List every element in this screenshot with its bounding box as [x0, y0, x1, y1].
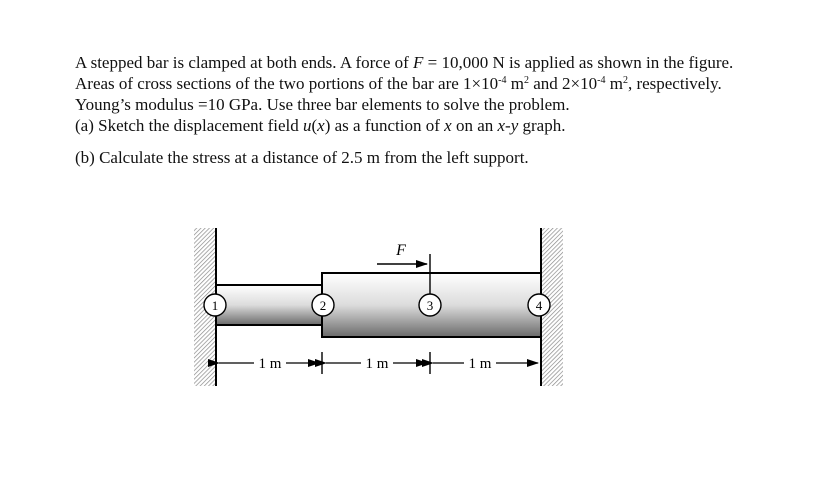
force-label: F: [396, 242, 406, 259]
node-label: 4: [535, 298, 543, 313]
part-a-text: (: [311, 116, 318, 135]
part-a-text: on an: [451, 116, 498, 135]
dimension-label: 1 m: [365, 356, 389, 372]
statement-part: m: [605, 74, 623, 93]
exponent: -4: [597, 75, 606, 86]
dimension-label: 1 m: [258, 356, 282, 372]
part-a-text: ) as a function of: [324, 116, 445, 135]
node-1: [204, 294, 226, 316]
part-a-text: graph.: [518, 116, 566, 135]
statement-part: = 10,000 N is applied as shown in the figure. Areas of cross sections of the two portions of the bar are 1×10: [75, 53, 734, 93]
small-bar-segment: [216, 285, 322, 325]
part-a-text: (a) Sketch the displacement field: [75, 116, 303, 135]
statement-part: A stepped bar is clamped at both ends. A force of: [75, 53, 414, 72]
dimension-label: 1 m: [468, 356, 492, 372]
u-symbol: u: [303, 116, 312, 135]
statement-part: , respectively. Young’s modulus =10 GPa. Use three bar elements to solve the problem.: [75, 74, 722, 114]
node-label: 2: [319, 298, 327, 313]
node-3: [419, 294, 441, 316]
exponent: -4: [498, 75, 507, 86]
node-2: [312, 294, 334, 316]
statement-part: m: [506, 74, 524, 93]
x-symbol: x: [317, 116, 325, 135]
force-symbol: F: [413, 53, 424, 72]
node-label: 1: [211, 298, 219, 313]
xy-symbol: x-y: [497, 116, 519, 135]
part-b: (b) Calculate the stress at a distance of 2.5 m from the left support.: [75, 148, 529, 167]
exponent: 2: [622, 75, 628, 86]
exponent: 2: [523, 75, 529, 86]
node-label: 3: [426, 298, 434, 313]
x-symbol: x: [444, 116, 452, 135]
node-4: [528, 294, 550, 316]
statement-part: and 2×10: [528, 74, 598, 93]
